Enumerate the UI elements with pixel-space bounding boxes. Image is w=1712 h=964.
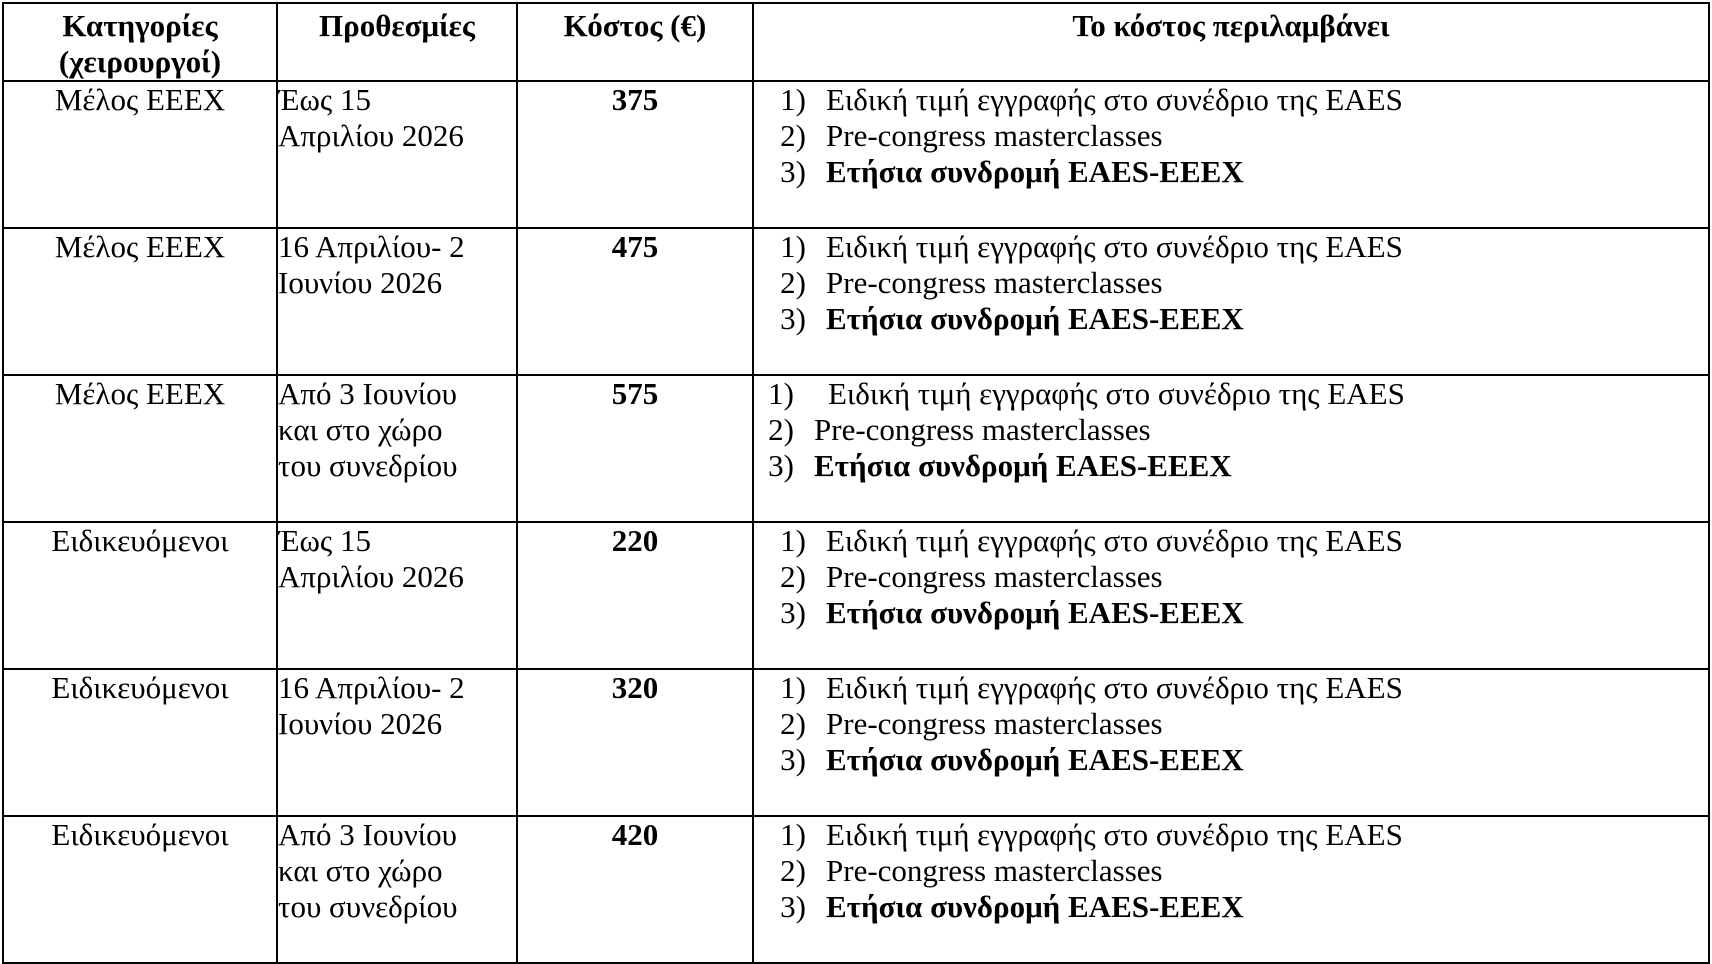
item-number: 3)	[780, 154, 806, 189]
item-text: Pre-congress masterclasses	[826, 118, 1163, 153]
item-number: 3)	[780, 742, 806, 777]
item-number: 1)	[780, 523, 806, 558]
item-number: 1)	[768, 376, 794, 411]
includes-item	[742, 412, 1708, 448]
item-number: 2)	[768, 412, 794, 447]
item-text: Pre-congress masterclasses	[826, 265, 1163, 300]
item-text: Ειδική τιμή εγγραφής στο συνέδριο της EAES	[826, 82, 1403, 117]
includes-list	[754, 523, 1708, 631]
includes-list	[754, 82, 1708, 190]
item-number: 3)	[780, 889, 806, 924]
deadline-line: Ιουνίου 2026	[278, 706, 443, 741]
deadline-cell	[277, 81, 517, 228]
deadline-line: Έως 15	[278, 82, 371, 117]
includes-item	[754, 301, 1708, 337]
item-text: Ετήσια συνδρομή EAES-ΕΕΕΧ	[826, 154, 1244, 189]
deadline-cell	[277, 522, 517, 669]
deadline-cell	[277, 228, 517, 375]
includes-cell	[753, 816, 1709, 963]
header-category-line2: (χειρουργοί)	[58, 44, 222, 79]
table-header-row	[3, 3, 1709, 81]
includes-item	[754, 82, 1708, 118]
table-row	[3, 669, 1709, 816]
includes-list	[742, 376, 1708, 484]
deadline-line: και στο χώρο	[278, 412, 443, 447]
item-number: 2)	[780, 559, 806, 594]
category-cell: Μέλος ΕΕΕΧ	[3, 81, 277, 228]
item-number: 3)	[768, 448, 794, 483]
item-text: Ειδική τιμή εγγραφής στο συνέδριο της EAES	[826, 523, 1403, 558]
table-row	[3, 228, 1709, 375]
item-number: 1)	[780, 670, 806, 705]
item-text: Ειδική τιμή εγγραφής στο συνέδριο της EAES	[826, 817, 1403, 852]
includes-item	[754, 595, 1708, 631]
deadline-cell	[277, 816, 517, 963]
registration-fees-table	[2, 2, 1710, 964]
cost-cell: 320	[517, 669, 753, 816]
item-number: 3)	[780, 595, 806, 630]
includes-cell	[753, 81, 1709, 228]
item-text: Ετήσια συνδρομή EAES-ΕΕΕΧ	[826, 301, 1244, 336]
table-row	[3, 816, 1709, 963]
item-text: Ετήσια συνδρομή EAES-ΕΕΕΧ	[814, 448, 1232, 483]
includes-item	[754, 817, 1708, 853]
item-text: Ειδική τιμή εγγραφής στο συνέδριο της EAES	[828, 376, 1405, 411]
item-number: 2)	[780, 853, 806, 888]
category-cell: Ειδικευόμενοι	[3, 669, 277, 816]
cost-cell: 375	[517, 81, 753, 228]
item-text: Ετήσια συνδρομή EAES-ΕΕΕΧ	[826, 889, 1244, 924]
deadline-line: 16 Απριλίου- 2	[278, 670, 465, 705]
includes-item	[754, 559, 1708, 595]
deadline-line: Απριλίου 2026	[278, 118, 464, 153]
item-text: Ετήσια συνδρομή EAES-ΕΕΕΧ	[826, 595, 1244, 630]
category-cell: Μέλος ΕΕΕΧ	[3, 375, 277, 522]
deadline-line: 16 Απριλίου- 2	[278, 229, 465, 264]
header-includes: Το κόστος περιλαμβάνει	[753, 3, 1709, 81]
includes-item	[754, 889, 1708, 925]
deadline-line: Από 3 Ιουνίου	[278, 376, 457, 411]
includes-list	[754, 817, 1708, 925]
category-cell: Μέλος ΕΕΕΧ	[3, 228, 277, 375]
item-text: Pre-congress masterclasses	[826, 853, 1163, 888]
category-cell: Ειδικευόμενοι	[3, 816, 277, 963]
table-row	[3, 375, 1709, 522]
includes-cell	[753, 228, 1709, 375]
item-number: 2)	[780, 118, 806, 153]
includes-item	[754, 229, 1708, 265]
table-row	[3, 522, 1709, 669]
includes-item	[754, 265, 1708, 301]
item-text: Pre-congress masterclasses	[826, 559, 1163, 594]
deadline-line: Ιουνίου 2026	[278, 265, 443, 300]
deadline-line: και στο χώρο	[278, 853, 443, 888]
deadline-line: Από 3 Ιουνίου	[278, 817, 457, 852]
item-text: Pre-congress masterclasses	[826, 706, 1163, 741]
includes-item	[754, 853, 1708, 889]
includes-item	[754, 154, 1708, 190]
includes-item	[754, 118, 1708, 154]
header-cost: Κόστος (€)	[517, 3, 753, 81]
includes-item	[754, 523, 1708, 559]
includes-item	[754, 706, 1708, 742]
deadline-cell	[277, 669, 517, 816]
header-deadlines: Προθεσμίες	[277, 3, 517, 81]
item-number: 3)	[780, 301, 806, 336]
item-number: 1)	[780, 817, 806, 852]
includes-cell	[753, 669, 1709, 816]
includes-item	[742, 448, 1708, 484]
item-text: Ετήσια συνδρομή EAES-ΕΕΕΧ	[826, 742, 1244, 777]
deadline-cell	[277, 375, 517, 522]
item-text: Ειδική τιμή εγγραφής στο συνέδριο της EAES	[826, 670, 1403, 705]
deadline-line: Έως 15	[278, 523, 371, 558]
cost-cell: 575	[517, 375, 753, 522]
item-number: 2)	[780, 706, 806, 741]
item-text: Pre-congress masterclasses	[814, 412, 1151, 447]
deadline-line: του συνεδρίου	[278, 889, 458, 924]
header-category-line1: Κατηγορίες	[62, 8, 218, 43]
cost-cell: 475	[517, 228, 753, 375]
includes-item	[754, 670, 1708, 706]
item-number: 1)	[780, 82, 806, 117]
item-number: 1)	[780, 229, 806, 264]
deadline-line: του συνεδρίου	[278, 448, 458, 483]
includes-cell	[753, 522, 1709, 669]
cost-cell: 220	[517, 522, 753, 669]
includes-item	[754, 742, 1708, 778]
includes-list	[754, 229, 1708, 337]
header-category	[3, 3, 277, 81]
item-number: 2)	[780, 265, 806, 300]
includes-list	[754, 670, 1708, 778]
deadline-line: Απριλίου 2026	[278, 559, 464, 594]
includes-cell	[753, 375, 1709, 522]
table-row	[3, 81, 1709, 228]
includes-item	[742, 376, 1708, 412]
cost-cell: 420	[517, 816, 753, 963]
item-text: Ειδική τιμή εγγραφής στο συνέδριο της EAES	[826, 229, 1403, 264]
category-cell: Ειδικευόμενοι	[3, 522, 277, 669]
